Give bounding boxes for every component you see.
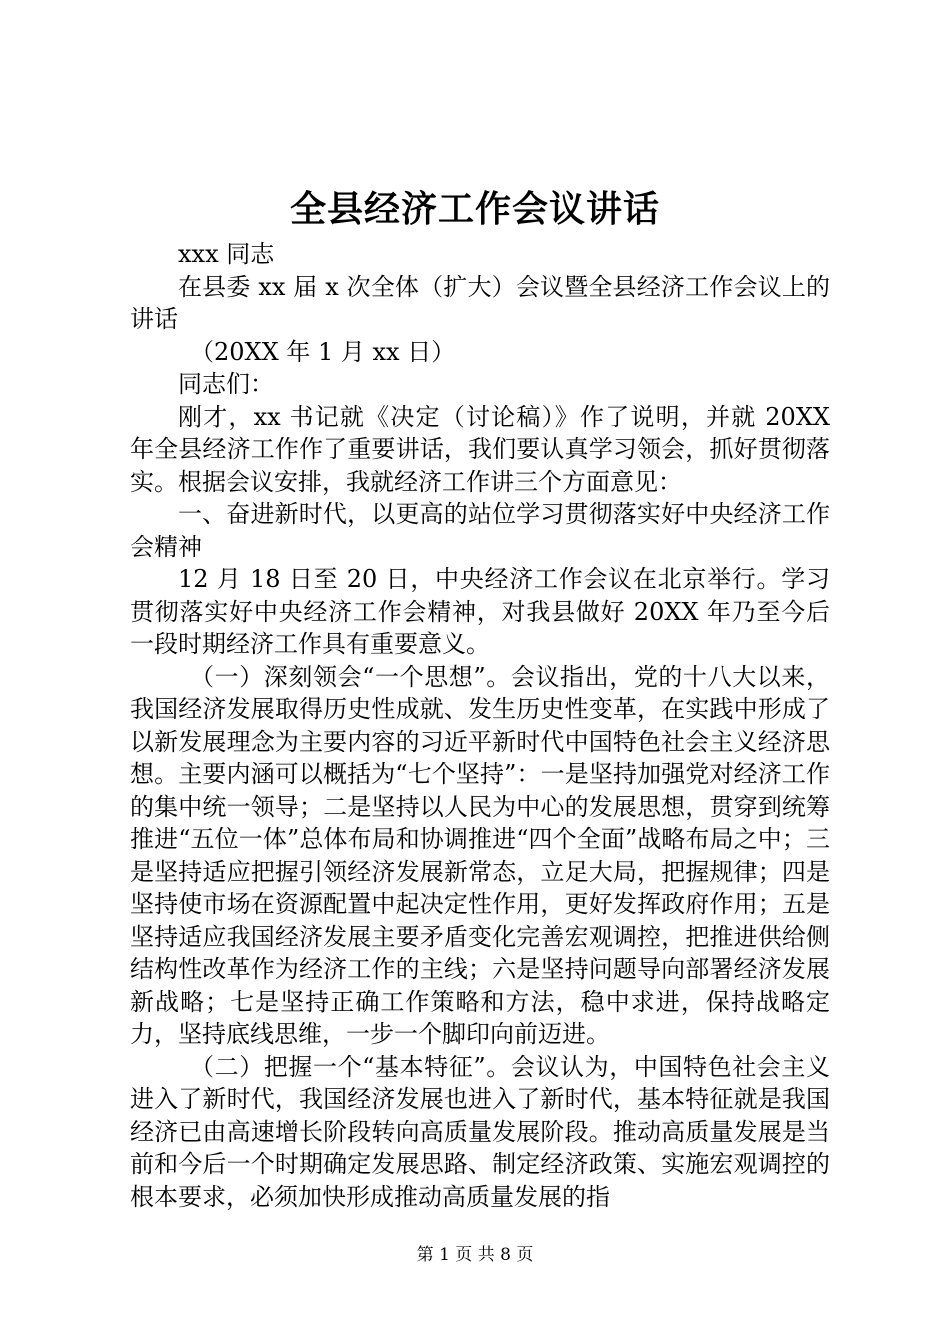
body-paragraph: （一）深刻领会“一个思想”。会议指出，党的十八大以来，我国经济发展取得历史性成就、发生历史性变革，在实践中形成了以新发展理念为主要内容的习近平新时代中国特色社会主义经济思想。主要内涵可以概括为“七个坚持”：一是坚持加强党对经济工作的集中统一领导；二是坚持以人民为中心的发展思想，贯穿到统筹推进“五位一体”总体布局和协调推进“四个全面”战略布局之中；三是坚持适应把握引领经济发展新常态，立足大局，把握规律；四是坚持使市场在资源配置中起决定性作用，更好发挥政府作用；五是坚持适应我国经济发展主要矛盾变化完善宏观调控，把推进供给侧结构性改革作为经济工作的主线；六是坚持问题导向部署经济发展新战略；七是坚持正确工作策略和方法，稳中求进，保持战略定力，坚持底线思维，一步一个脚印向前迈进。 [130,662,830,1048]
body-paragraph: （二）把握一个“基本特征”。会议认为，中国特色社会主义进入了新时代，我国经济发展也进入了新时代，基本特征就是我国经济已由高速增长阶段转向高质量发展阶段。推动高质量发展是当前和今后一个时期确定发展思路、制定经济政策、实施宏观调控的根本要求，必须加快形成推动高质量发展的指 [130,1052,830,1211]
addressee-line: xxx 同志 [178,240,275,268]
body-paragraph: 12 月 18 日至 20 日，中央经济工作会议在北京举行。学习贯彻落实好中央经济工作会精神，对我县做好 20XX 年乃至今后一段时期经济工作具有重要意义。 [130,565,830,658]
section-heading: 一、奋进新时代，以更高的站位学习贯彻落实好中央经济工作会精神 [130,500,830,561]
salutation: 同志们： [178,370,274,398]
document-title: 全县经济工作会议讲话 [289,188,660,230]
document-body [130,238,830,1213]
speech-date: （20XX 年 1 月 xx 日） [190,337,456,366]
speech-subtitle: 在县委 xx 届 x 次全体（扩大）会议暨全县经济工作会议上的讲话 [130,272,830,333]
body-paragraph: 刚才，xx 书记就《决定（讨论稿）》作了说明，并就 20XX 年全县经济工作作了重要讲话，我们要认真学习领会，抓好贯彻落实。根据会议安排，我就经济工作讲三个方面意见： [130,402,830,496]
page-footer: 第 1 页 共 8 页 [416,1245,534,1265]
